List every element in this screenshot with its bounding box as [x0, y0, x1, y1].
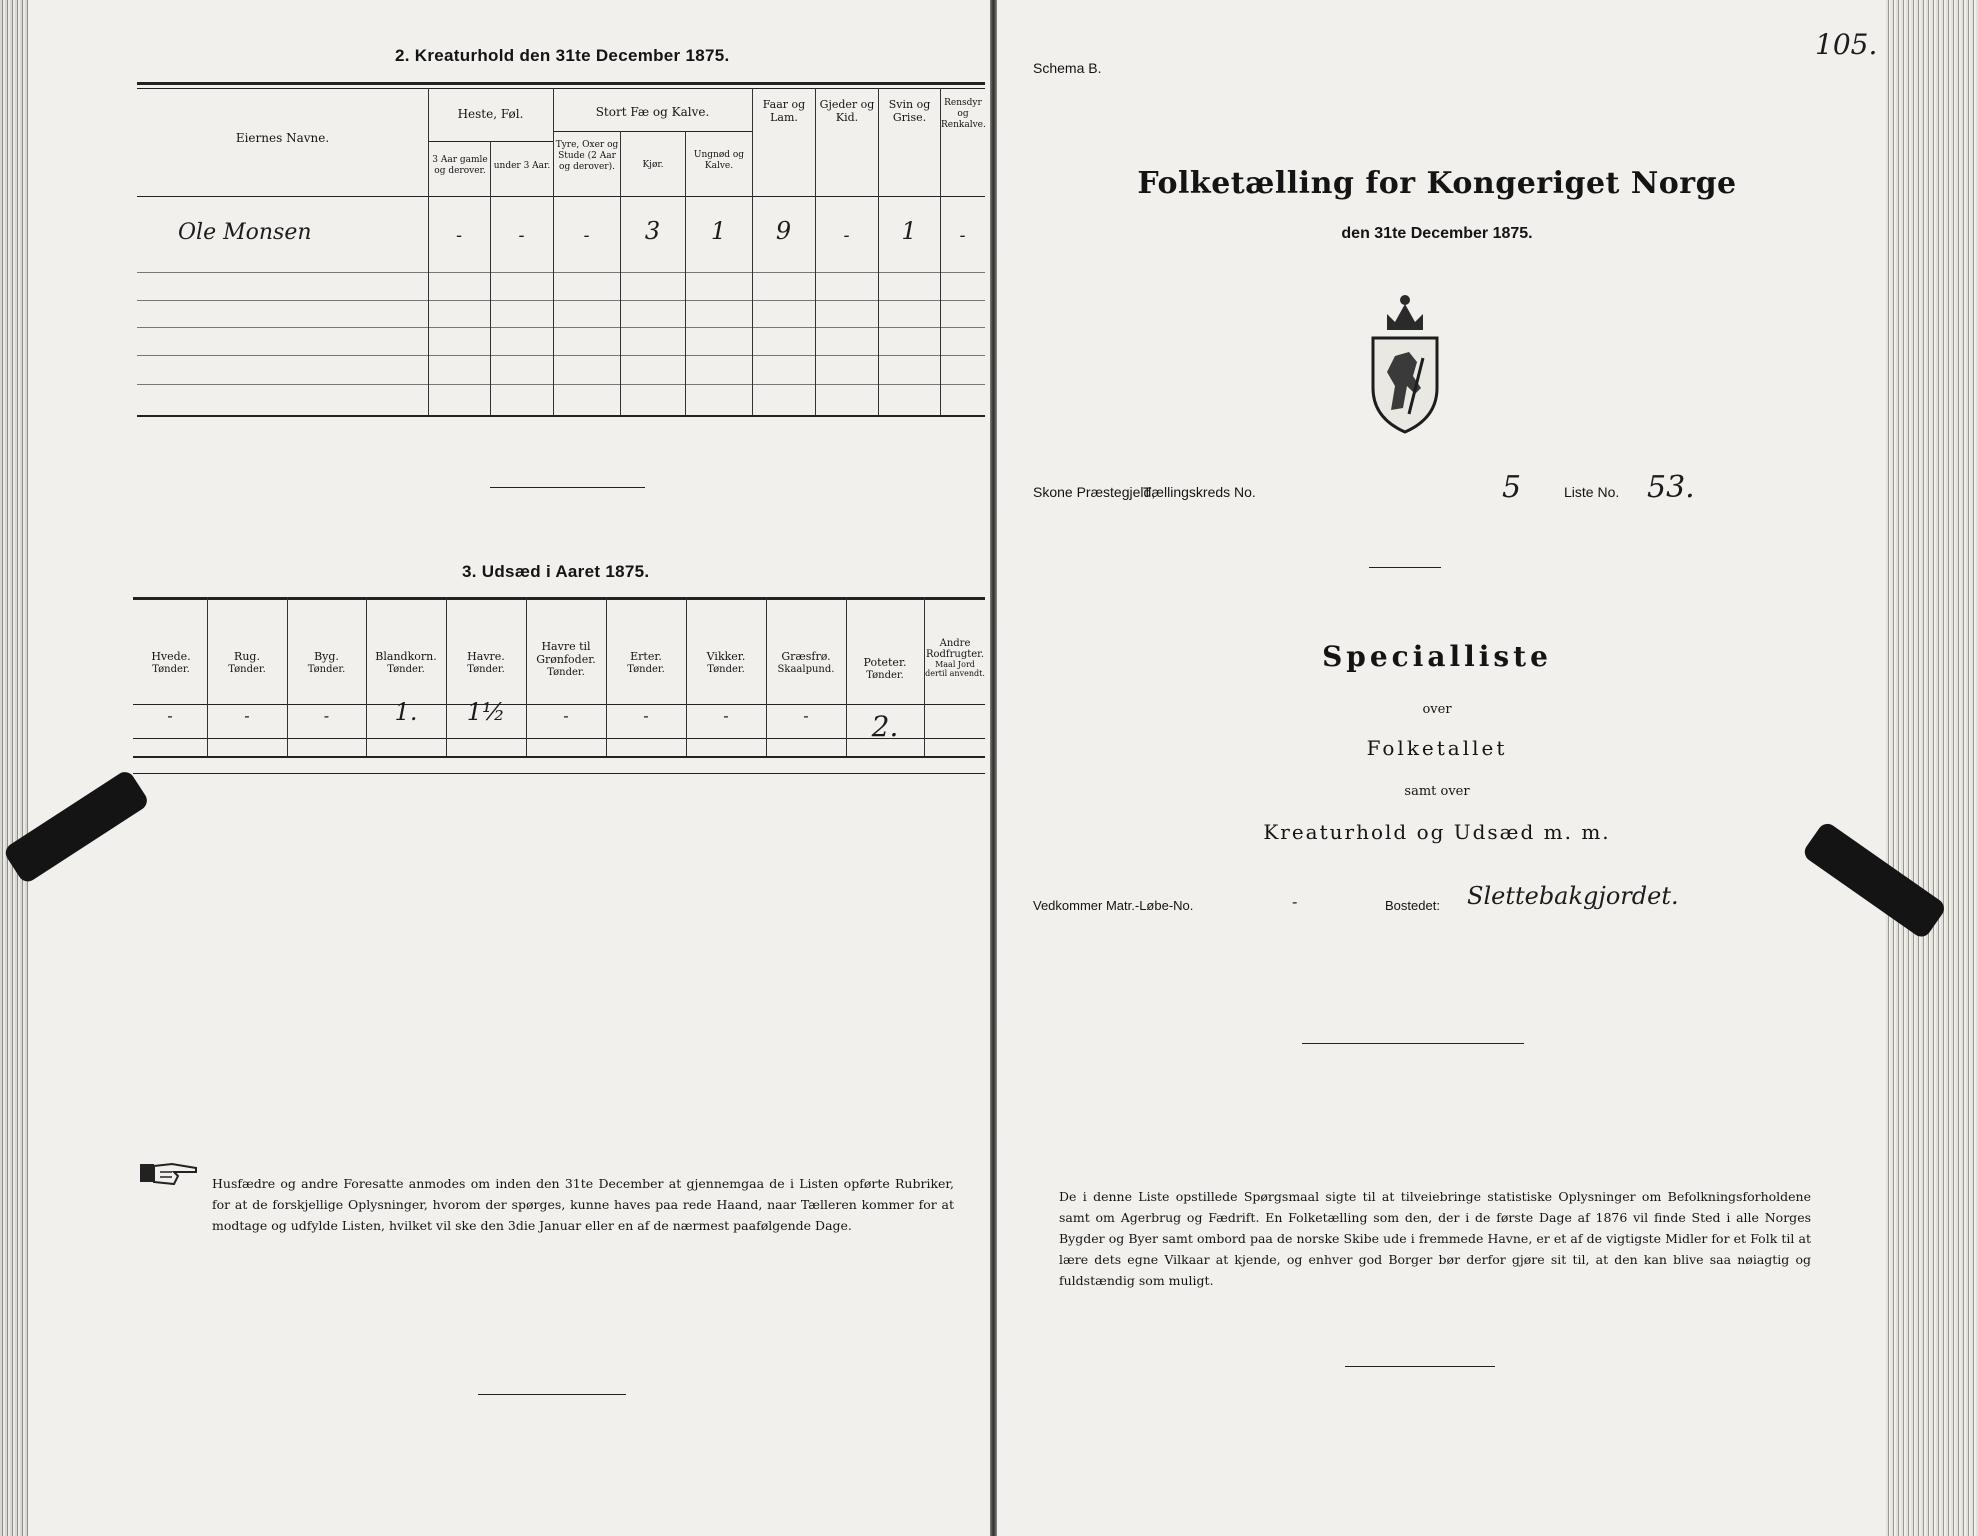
schema-label: Schema B.: [1033, 60, 1102, 76]
value-cows: 3: [644, 217, 661, 245]
header-barley: Byg. Tønder.: [307, 650, 346, 675]
col-rule: [685, 131, 686, 415]
matr-value: -: [1292, 892, 1298, 911]
table-rule: [137, 196, 985, 197]
population-heading: Folketallet: [1366, 736, 1508, 760]
also-over-label: samt over: [1404, 784, 1470, 799]
value-sheep: 9: [775, 217, 792, 245]
header-horses: Heste, Føl.: [457, 107, 524, 121]
header-goats: Gjeder og Kid.: [819, 98, 875, 124]
value-peas: -: [643, 706, 649, 725]
header-owner-names: Eiernes Navne.: [235, 131, 330, 145]
value-bulls: -: [583, 225, 590, 246]
col-rule: [752, 88, 753, 415]
value-pigs: 1: [901, 217, 917, 245]
value-potatoes: 2.: [871, 710, 899, 743]
header-pigs: Svin og Grise.: [888, 98, 931, 124]
table-rule: [137, 82, 985, 85]
over-label: over: [1422, 702, 1452, 717]
table-rule: [133, 597, 985, 600]
matr-label: Vedkommer Matr.-Løbe-No.: [1033, 898, 1194, 913]
row-rule: [137, 300, 985, 301]
district-value: 5: [1502, 470, 1522, 505]
header-mixed-grain: Blandkorn. Tønder.: [375, 650, 437, 675]
divider: [1345, 1366, 1495, 1367]
value-oats-green: -: [563, 706, 569, 725]
book-binding: [990, 0, 997, 1536]
table-rule: [137, 88, 985, 89]
residence-label: Bostedet:: [1385, 898, 1440, 913]
table-rule: [133, 773, 985, 774]
header-oats: Havre. Tønder.: [467, 650, 505, 675]
row-rule: [137, 384, 985, 385]
page-edge-left: [0, 0, 28, 1536]
value-mixed-grain: 1.: [394, 698, 418, 726]
table-rule: [137, 415, 985, 417]
residence-value: Slettebakgjordet.: [1467, 882, 1679, 910]
col-rule: [686, 597, 687, 756]
district-label: Tællingskreds No.: [1143, 484, 1256, 500]
value-horses-3plus: -: [455, 225, 463, 246]
value-young-cattle: 1: [710, 217, 727, 245]
col-rule: [207, 597, 208, 756]
footer-text: De i denne Liste opstillede Spørgsmaal sigte til at tilveiebringe statistiske Oplysninger om Befolkningsforholdene samt om Agerbrug og Fædrift. En Folketælling som den, der i de første Dage af 1876 vil finde Sted i alle Norges Bygder og Byer samt ombord paa de norske Skibe ude i fremmede Havne, er et af de vigtigste Midler for et Folk til at lære dets egne Vilkaar at kjende, og enhver god Borger bør derfor gjøre sit til, at den kan blive saa nøiagtig og fuldstændig som muligt.: [1059, 1189, 1811, 1288]
parish-label: Skone Præstegjeld,: [1033, 484, 1156, 500]
value-grass-seed: -: [803, 706, 809, 725]
header-grass-seed: Græsfrø. Skaalpund.: [777, 650, 835, 675]
header-root-crops: Andre Rodfrugter. Maal Jord dertil anvendt.: [925, 638, 985, 678]
col-rule: [553, 88, 554, 415]
col-rule: [428, 88, 429, 415]
col-rule: [815, 88, 816, 415]
value-rye: -: [244, 706, 250, 725]
header-horses-under3: under 3 Aar.: [493, 161, 551, 171]
value-wheat: -: [167, 706, 173, 725]
list-label: Liste No.: [1564, 484, 1620, 500]
coat-of-arms-icon: [1365, 290, 1445, 436]
section3-title: 3. Udsæd i Aaret 1875.: [462, 562, 650, 581]
pointing-hand-icon: [138, 1158, 200, 1188]
header-bulls: Tyre, Oxer og Stude (2 Aar og derover).: [555, 140, 619, 172]
row-rule: [137, 327, 985, 328]
row-rule: [137, 355, 985, 356]
header-reindeer: Rensdyr og Renkalve.: [941, 98, 986, 130]
right-page: [997, 0, 1978, 1536]
value-horses-under3: -: [518, 225, 525, 246]
divider: [1369, 567, 1441, 568]
table-rule: [553, 131, 752, 132]
row-rule: [137, 272, 985, 273]
divider: [478, 1394, 626, 1395]
census-date: den 31te December 1875.: [1341, 225, 1533, 242]
col-rule: [287, 597, 288, 756]
census-title: Folketælling for Kongeriget Norge: [1137, 166, 1737, 201]
value-vetch: -: [723, 706, 729, 725]
section2-title: 2. Kreaturhold den 31te December 1875.: [395, 46, 730, 65]
col-rule: [620, 131, 621, 415]
table-rule: [133, 756, 985, 758]
table-rule: [133, 704, 985, 705]
col-rule: [446, 597, 447, 756]
value-reindeer: -: [959, 225, 966, 246]
col-rule: [490, 141, 491, 415]
header-horses-3plus: 3 Aar gamle og derover.: [432, 155, 488, 176]
value-oats: 1½: [466, 698, 506, 726]
header-peas: Erter. Tønder.: [627, 650, 665, 675]
value-goats: -: [843, 225, 850, 246]
header-potatoes: Poteter. Tønder.: [863, 656, 907, 681]
header-oats-green: Havre til Grønfoder. Tønder.: [536, 640, 596, 678]
page-edge-right: [1886, 0, 1978, 1536]
livestock-sowing-heading: Kreaturhold og Udsæd m. m.: [1263, 820, 1611, 844]
col-rule: [940, 88, 941, 415]
header-cows: Kjør.: [642, 160, 664, 170]
page-number: 105.: [1815, 28, 1878, 61]
header-vetch: Vikker. Tønder.: [706, 650, 746, 675]
header-cattle: Stort Fæ og Kalve.: [595, 105, 710, 119]
value-barley: -: [323, 706, 330, 725]
header-young-cattle: Ungnød og Kalve.: [693, 150, 745, 171]
notice-text: Husfædre og andre Foresatte anmodes om inden den 31te December at gjennemgaa de i Listen opførte Rubriker, for at de forskjellige Oplysninger, hvorom der spørges, kunne haves paa rede Haand, naar Tælleren kommer for at modtage og udfylde Listen, hvilket vil ske den 3die Januar eller en af de nærmest paafølgende Dage.: [212, 1176, 954, 1233]
divider: [490, 487, 645, 488]
col-rule: [766, 597, 767, 756]
header-sheep: Faar og Lam.: [762, 98, 806, 124]
header-rye: Rug. Tønder.: [228, 650, 266, 675]
col-rule: [366, 597, 367, 756]
list-value: 53.: [1647, 470, 1695, 505]
col-rule: [878, 88, 879, 415]
header-wheat: Hvede. Tønder.: [151, 650, 191, 675]
owner-name: Ole Monsen: [178, 220, 312, 245]
special-list-title: Specialliste: [1322, 640, 1552, 673]
divider: [1302, 1043, 1524, 1044]
col-rule: [606, 597, 607, 756]
